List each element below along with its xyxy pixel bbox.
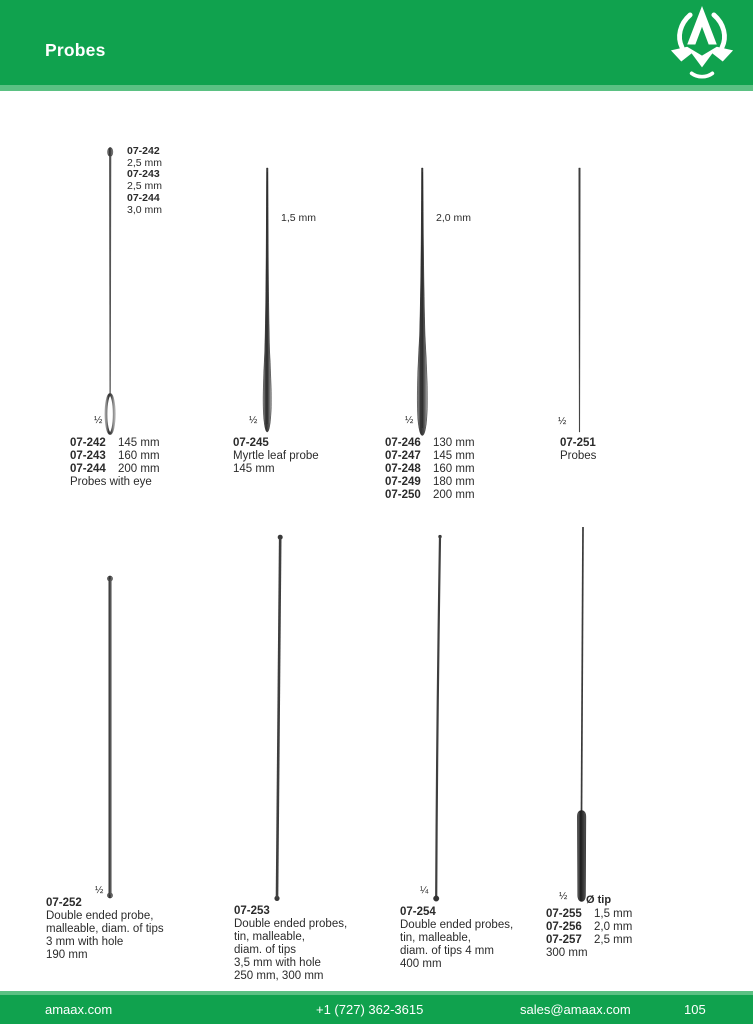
catalog-number: 07-255 (546, 908, 582, 920)
description-line: Myrtle leaf probe (233, 450, 319, 462)
catalog-number: 07-256 (546, 921, 582, 933)
catalog-row (385, 463, 475, 476)
description-line: Double ended probes, (234, 918, 348, 930)
catalog-number: 07-257 (546, 934, 582, 946)
catalog-number: 07-253 (234, 905, 270, 917)
page-title: Probes (45, 40, 106, 60)
description-line: Double ended probe, (46, 910, 154, 922)
double-ended-probe-image (272, 533, 286, 903)
product-description (400, 906, 513, 971)
length-value: 145 mm (118, 437, 160, 449)
catalog-row (385, 437, 475, 450)
product-description (233, 437, 319, 476)
scale-fraction: ½ (558, 416, 567, 427)
code-label: 07-243 (127, 168, 160, 181)
scale-fraction: ½ (95, 885, 104, 896)
scale-fraction: ½ (249, 415, 258, 426)
double-ended-probe-image (430, 533, 444, 905)
product-note: 300 mm (546, 947, 588, 959)
product-description (46, 897, 164, 962)
description-line: 400 mm (400, 958, 442, 970)
footer-website-link[interactable]: amaax.com (45, 1002, 113, 1017)
description-line: Probes (560, 450, 597, 462)
description-line: tin, malleable, (400, 932, 471, 944)
length-value: 200 mm (118, 463, 160, 475)
myrtle-leaf-probe-image (259, 166, 275, 434)
footer-phone: +1 (727) 362-3615 (316, 1002, 424, 1017)
code-label: 07-242 (127, 145, 160, 157)
description-line: 145 mm (233, 463, 275, 475)
catalog-row (385, 489, 475, 502)
length-value: 180 mm (433, 476, 475, 488)
product-description (560, 437, 596, 463)
scale-fraction: ¼ (420, 885, 429, 896)
length-value: 160 mm (118, 450, 160, 462)
catalog-number: 07-246 (385, 437, 421, 449)
description-line: malleable, diam. of tips (46, 923, 164, 935)
catalog-row (385, 476, 475, 489)
catalog-number: 07-247 (385, 450, 421, 462)
catalog-number: 07-242 (70, 437, 106, 449)
catalog-number: 07-248 (385, 463, 421, 475)
catalog-row (70, 450, 160, 463)
catalog-row (385, 450, 475, 463)
amaax-logo-icon (665, 4, 739, 82)
product-description (385, 437, 475, 502)
double-ended-probe-image (104, 574, 116, 900)
probe-with-eye-image (100, 147, 120, 435)
catalog-row (546, 934, 632, 947)
footer-email-link[interactable]: sales@amaax.com (520, 1002, 631, 1017)
code-label: 07-244 (127, 191, 160, 204)
catalog-row (70, 437, 160, 450)
catalog-number: 07-245 (233, 437, 269, 449)
description-line: 190 mm (46, 949, 88, 961)
scale-fraction: ½ (405, 415, 414, 426)
tip-size-value: 2,5 mm (594, 934, 633, 946)
tip-diameter-annotation: 2,0 mm (436, 212, 472, 224)
length-value: 145 mm (433, 450, 475, 462)
tip-diameter-header: Ø tip (586, 894, 612, 906)
header-accent-strip (0, 85, 753, 91)
catalog-row (546, 921, 632, 934)
catalog-number: 07-252 (46, 897, 82, 909)
scale-fraction: ½ (94, 415, 103, 426)
description-line: 3,5 mm with hole (234, 957, 321, 969)
catalog-number: 07-250 (385, 489, 421, 501)
description-line: diam. of tips 4 mm (400, 945, 494, 957)
tip-size-value: 1,5 mm (594, 908, 633, 920)
length-value: 160 mm (433, 463, 475, 475)
description-line: 250 mm, 300 mm (234, 970, 324, 982)
product-note: Probes with eye (70, 476, 152, 488)
size-label: 2,5 mm (127, 156, 163, 169)
description-line: tin, malleable, (234, 931, 305, 943)
page-footer (0, 995, 753, 1024)
catalog-number: 07-249 (385, 476, 421, 488)
length-value: 130 mm (433, 437, 475, 449)
size-label: 3,0 mm (127, 203, 163, 216)
description-line: diam. of tips (234, 944, 296, 956)
catalog-number: 07-243 (70, 450, 106, 462)
scale-fraction: ½ (559, 891, 568, 902)
page-number: 105 (684, 1002, 706, 1017)
catalog-number: 07-251 (560, 437, 596, 449)
size-label: 2,5 mm (127, 180, 163, 193)
probe-image (413, 166, 431, 438)
page-header (0, 0, 753, 85)
tip-size-labels (127, 146, 162, 216)
length-value: 200 mm (433, 489, 475, 501)
description-line: 3 mm with hole (46, 936, 124, 948)
product-description (546, 908, 632, 960)
tip-diameter-annotation: 1,5 mm (281, 212, 317, 224)
catalog-row (70, 463, 160, 476)
probe-with-handle-image (572, 524, 588, 904)
catalog-number: 07-244 (70, 463, 106, 475)
product-description (234, 905, 347, 983)
product-description (70, 437, 160, 489)
catalog-row (546, 908, 632, 921)
description-line: Double ended probes, (400, 919, 514, 931)
probe-image (575, 166, 583, 434)
tip-size-value: 2,0 mm (594, 921, 633, 933)
catalog-number: 07-254 (400, 906, 436, 918)
